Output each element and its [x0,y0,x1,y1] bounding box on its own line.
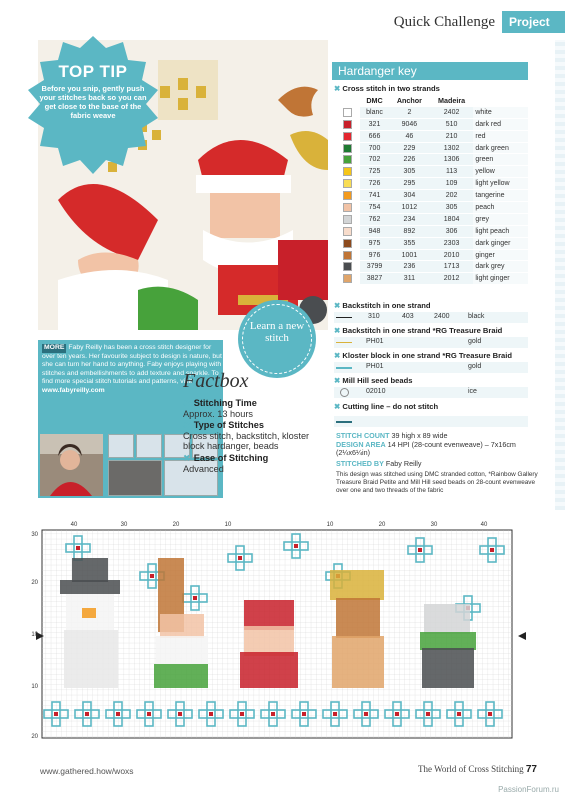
snowman-hat [60,580,120,594]
key-title: Hardanger key [332,62,528,80]
key-kloster-row: PH01 gold [334,362,528,373]
thread-swatch [343,227,352,236]
black-line-swatch [336,317,352,318]
chart-tick-label: 30 [430,522,438,528]
more-badge: MORE [44,344,65,351]
gnome-body [154,664,208,688]
fact-item: ✖ Ease of Stitching Advanced [183,452,269,474]
thread-swatch [343,239,352,248]
footer-magazine: The World of Cross Stitching 77 [418,764,537,775]
chart-tick-label: 20 [378,522,386,528]
watermark: PassionForum.ru [498,785,559,794]
penguin-head [424,604,470,634]
bio-text: MORE Faby Reilly has been a cross stitch designer for over ten years. Her favourite subject to design is nature, but she can turn her hand to anything. Faby enjoys playing with stitches and embellishments to add texture and sparkle. To find more special stitch tutorials and patterns, visit www.fabyreilly.com [42,344,222,394]
key-row: 741 304 202 tangerine [334,190,528,202]
key-row: 948 892 306 light peach [334,225,528,237]
center-arrow-icon [518,632,526,640]
bullet-icon: ✖ [183,452,191,463]
col-anchor: Anchor [389,95,430,106]
key-row: blanc 2 2402 white [334,106,528,118]
key-row: 725 305 113 yellow [334,166,528,178]
key-row: 700 229 1302 dark green [334,142,528,154]
thread-swatch [343,144,352,153]
chart-tick-label: 10 [31,684,38,690]
penguin-body [422,648,474,688]
page-number: 77 [525,764,537,775]
gallery-thumb-1 [108,434,134,458]
chart-tick-label: 10 [326,522,334,528]
key-row: 976 1001 2010 ginger [334,249,528,261]
reindeer-body [332,636,384,688]
section-tag: Project [502,11,565,33]
chart-tick-label: 20 [31,580,38,586]
key-row: 321 9046 510 dark red [334,118,528,130]
santa-hat [244,600,294,630]
bead-icon [340,388,349,397]
thread-swatch [343,108,352,117]
section-title: Quick Challenge [393,14,495,30]
key-cross-heading: ✖ Cross stitch in two strands [334,84,440,93]
key-backstitch-row: 310 403 2400 black [334,312,528,323]
key-row: 3827 311 2012 light ginger [334,273,528,285]
key-row: 666 46 210 red [334,130,528,142]
top-tip-text: Before you snip, gently push your stitches back so you can get close to the base of the fabric weave [39,84,147,120]
thread-swatch [343,179,352,188]
key-kloster-heading: ✖ Kloster block in one strand *RG Treasure Braid [334,351,513,360]
factbox-title: Factbox [183,370,249,392]
fact-item: ✖ Stitching Time Approx. 13 hours [183,398,257,419]
fact-item: ✖ Type of Stitches Cross stitch, backstitch, kloster block hardanger, beads [183,420,310,452]
thread-swatch [343,203,352,212]
chart-tick-label: 30 [31,532,38,538]
chart-tick-label: 30 [120,522,128,528]
santa-face [244,626,294,656]
key-braid-row: PH01 gold [334,337,528,348]
stitch-info: STITCH COUNT 39 high x 89 wide DESIGN AREA 14 HPI (28-count evenweave) – 7x16cm (2¼x6¼in) STITCHED BY Faby Reilly This design was stitched using DMC stranded cotton, *Rainbow Gallery Treasure Braid Petite and Mill Hill seed beads on 28-count evenweave over one and two threads of the fabric [336,432,546,495]
key-table [334,95,528,285]
key-beads-row: 02010 ice [334,387,528,398]
snowman-body [64,630,118,688]
col-madeira: Madeira [430,95,474,106]
gallery-thumb-2 [136,434,162,458]
key-row: 762 234 1804 grey [334,213,528,225]
key-row: 754 1012 305 peach [334,202,528,214]
gnome-beard [156,636,208,668]
bullet-icon: ✖ [183,420,191,431]
thread-swatch [343,262,352,271]
penguin-scarf [420,632,476,650]
bullet-icon: ✖ [183,398,191,408]
reindeer-antlers [330,570,384,600]
col-dmc: DMC [360,95,389,106]
chart-tick-label: 40 [480,522,488,528]
laptop-image [108,460,162,496]
key-braid-heading: ✖ Backstitch in one strand *RG Treasure Braid [334,326,503,335]
key-row: 726 295 109 light yellow [334,178,528,190]
chart-tick-label: 20 [31,734,38,740]
footer-url[interactable]: www.gathered.how/woxs [40,766,134,776]
top-tip-title: TOP TIP [58,62,128,81]
kloster-swatch [336,367,352,369]
side-stripe [555,40,565,510]
key-row: 975 355 2303 dark ginger [334,237,528,249]
bio-url[interactable]: www.fabyreilly.com [42,386,105,394]
key-row: 702 226 1306 green [334,154,528,166]
thread-swatch [343,132,352,141]
key-beads-heading: ✖ Mill Hill seed beads [334,376,413,385]
snowman-nose [82,608,96,618]
thread-swatch [343,215,352,224]
thread-swatch [343,120,352,129]
factbox-list [183,398,323,475]
gold-line-swatch [336,342,352,343]
cutting-line-swatch [336,421,352,423]
key-backstitch-heading: ✖ Backstitch in one strand [334,301,431,310]
learn-badge-text: Learn a new stitch [249,320,305,344]
chart-tick-label: 20 [172,522,180,528]
designer-photo [40,434,103,496]
thread-swatch [343,191,352,200]
key-row: 3799 236 1713 dark grey [334,261,528,273]
chart-tick-label: 10 [224,522,232,528]
thread-swatch [343,274,352,283]
snowman-hat-top [72,558,108,582]
key-cutting-heading: ✖ Cutting line – do not stitch [334,402,439,411]
reindeer-head [336,598,380,638]
cross-stitch-chart [30,518,530,753]
chart-tick-label: 10 [31,632,38,638]
thread-swatch [343,251,352,260]
thread-swatch [343,155,352,164]
stitch-note: This design was stitched using DMC stranded cotton, *Rainbow Gallery Treasure Braid Petite and Mill Hill seed beads on 28-count evenweave over one and two threads of the fabric [336,471,538,494]
gnome-face [160,614,204,638]
chart-tick-label: 40 [70,522,78,528]
santa-body [240,652,298,688]
thread-swatch [343,167,352,176]
key-cutting-row [334,416,528,427]
